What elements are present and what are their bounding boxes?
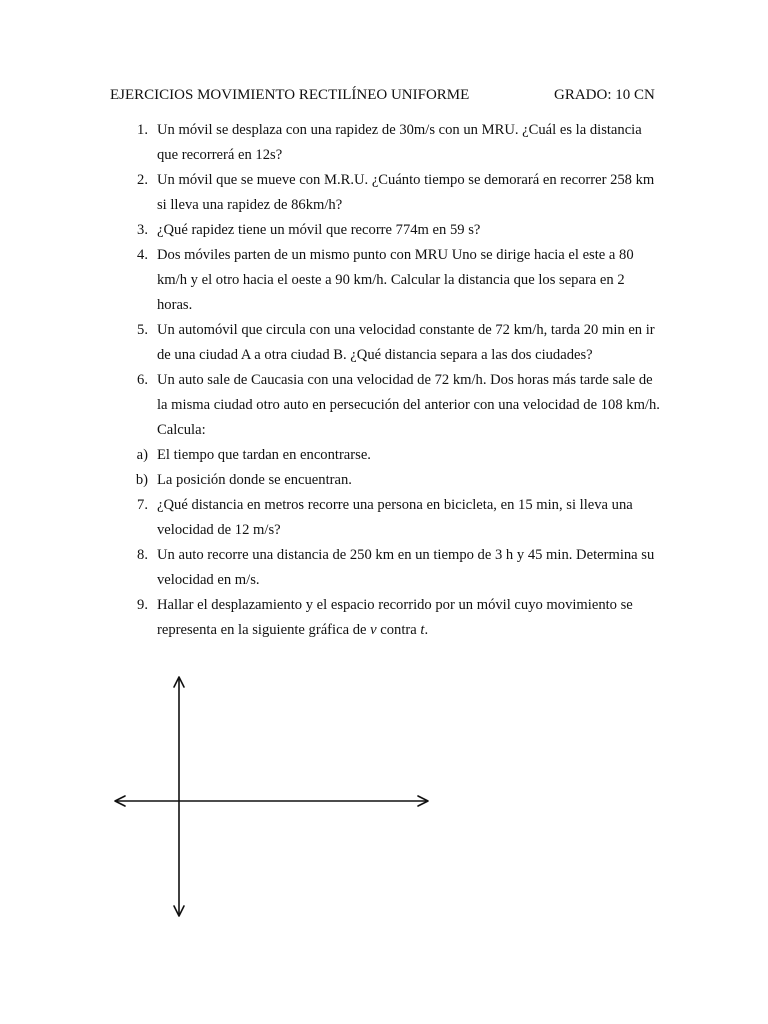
exercise-text-part: contra	[376, 622, 421, 638]
exercise-text	[157, 593, 660, 643]
exercise-number: 9.	[137, 597, 148, 613]
exercise-text: ¿Qué distancia en metros recorre una persona en bicicleta, en 15 min, si lleva una velocidad de 12 m/s?	[157, 497, 633, 538]
exercise-text: ¿Qué rapidez tiene un móvil que recorre 774m en 59 s?	[157, 222, 481, 238]
blank-axes-graph	[110, 672, 440, 922]
exercise-number: 7.	[137, 497, 148, 513]
document-header	[110, 85, 660, 105]
exercise-text: Un automóvil que circula con una velocidad constante de 72 km/h, tarda 20 min en ir de una ciudad A a otra ciudad B. ¿Qué distancia separa a las dos ciudades?	[157, 322, 655, 363]
sub-item-letter: a)	[136, 447, 148, 463]
exercise-text: Un auto recorre una distancia de 250 km en un tiempo de 3 h y 45 min. Determina su velocidad en m/s.	[157, 547, 655, 588]
exercise-number: 5.	[137, 322, 148, 338]
exercise-item	[110, 543, 670, 593]
exercise-number: 1.	[137, 122, 148, 138]
exercise-text: Dos móviles parten de un mismo punto con MRU Uno se dirige hacia el este a 80 km/h y el otro hacia el oeste a 90 km/h. Calcular la distancia que los separa en 2 horas.	[157, 247, 634, 313]
exercise-text-part: Hallar el desplazamiento y el espacio recorrido por un móvil cuyo movimiento se representa en la siguiente gráfica de	[157, 597, 633, 638]
exercise-text: Un móvil que se mueve con M.R.U. ¿Cuánto tiempo se demorará en recorrer 258 km si lleva una rapidez de 86km/h?	[157, 172, 655, 213]
grade-label: GRADO: 10 CN	[554, 87, 655, 103]
exercise-number: 3.	[137, 222, 148, 238]
exercise-item	[110, 318, 670, 368]
exercise-text-part: .	[424, 622, 429, 638]
exercise-text: Un móvil se desplaza con una rapidez de 30m/s con un MRU. ¿Cuál es la distancia que recorrerá en 12s?	[157, 122, 642, 163]
exercise-number: 8.	[137, 547, 148, 563]
sub-item	[110, 468, 670, 493]
exercise-item	[110, 368, 670, 443]
exercise-number: 2.	[137, 172, 148, 188]
sub-item	[110, 443, 670, 468]
exercise-item	[110, 218, 670, 243]
exercise-number: 6.	[137, 372, 148, 388]
exercise-item	[110, 593, 670, 643]
exercise-item	[110, 168, 670, 218]
sub-item-letter: b)	[135, 472, 148, 488]
document-title: EJERCICIOS MOVIMIENTO RECTILÍNEO UNIFORME	[110, 87, 470, 103]
time-symbol: t	[420, 622, 425, 638]
exercise-text: Un auto sale de Caucasia con una velocidad de 72 km/h. Dos horas más tarde sale de la misma ciudad otro auto en persecución del anterior con una velocidad de 108 km/h. Calcula:	[157, 372, 660, 438]
velocity-symbol: v	[370, 622, 377, 638]
sub-item-text: El tiempo que tardan en encontrarse.	[157, 447, 371, 463]
exercise-list	[110, 118, 670, 643]
exercise-number: 4.	[137, 247, 148, 263]
sub-item-text: La posición donde se encuentran.	[157, 472, 352, 488]
exercise-item	[110, 493, 670, 543]
exercise-item	[110, 243, 670, 318]
exercise-item	[110, 118, 670, 168]
